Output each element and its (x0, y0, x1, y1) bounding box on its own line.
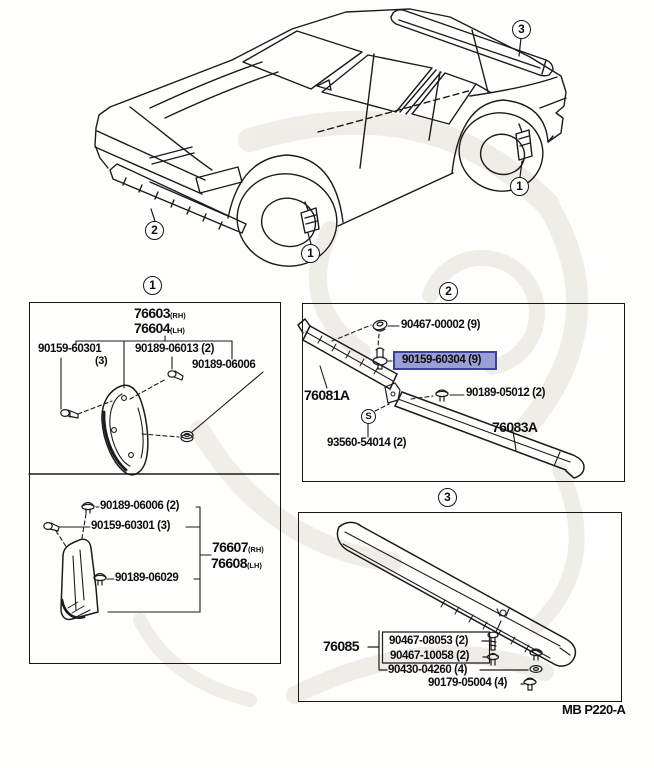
part-number-90430-04260: 90430-04260 (4) (388, 664, 468, 676)
part-number-76608: 76608(LH) (211, 555, 262, 571)
callout-car-front-flap: 1 (301, 244, 320, 263)
part-number-76081A: 76081A (304, 387, 350, 403)
part-number-90189-06006: 90189-06006 (192, 359, 256, 371)
car-illustration (95, 9, 566, 275)
selected-part-number-90159-60304[interactable]: 90159-60304 (9) (393, 351, 497, 370)
part-number-90467-08053: 90467-08053 (2) (389, 635, 469, 647)
s-marker: S (361, 409, 376, 424)
part-number-90159-60301: 90159-60301 (38, 343, 102, 355)
part-number-90189-06006-2: 90189-06006 (2) (100, 500, 180, 512)
part-number-90467-10058: 90467-10058 (2) (390, 650, 470, 662)
part-number-90467-00002: 90467-00002 (9) (401, 319, 481, 331)
part-number-76085: 76085 (323, 638, 359, 654)
part-number-90179-05004: 90179-05004 (4) (428, 677, 508, 689)
callout-section1: 1 (143, 276, 162, 295)
callout-section2: 2 (439, 282, 458, 301)
part-number-76603: 76603(RH) (134, 305, 186, 321)
callout-car-rear-flap: 1 (510, 177, 529, 196)
part-number-76607: 76607(RH) (212, 539, 264, 555)
part-number-90189-06029: 90189-06029 (115, 572, 179, 584)
callout-car-airdam: 2 (145, 221, 164, 240)
part-number-93560-54014: 93560-54014 (2) (327, 437, 407, 449)
part-number-90189-05012: 90189-05012 (2) (466, 387, 546, 399)
section1-box (29, 302, 281, 664)
part-number-90189-06013: 90189-06013 (2) (135, 343, 215, 355)
part-number-76083A: 76083A (492, 419, 538, 435)
callout-car-spoiler: 3 (512, 20, 531, 39)
part-qty-90159-60301: (3) (95, 355, 108, 367)
part-number-90159-60301-3: 90159-60301 (3) (91, 520, 171, 532)
callout-section3: 3 (438, 488, 457, 507)
part-number-76604: 76604(LH) (134, 320, 185, 336)
drawing-code: MB P220-A (562, 702, 626, 717)
